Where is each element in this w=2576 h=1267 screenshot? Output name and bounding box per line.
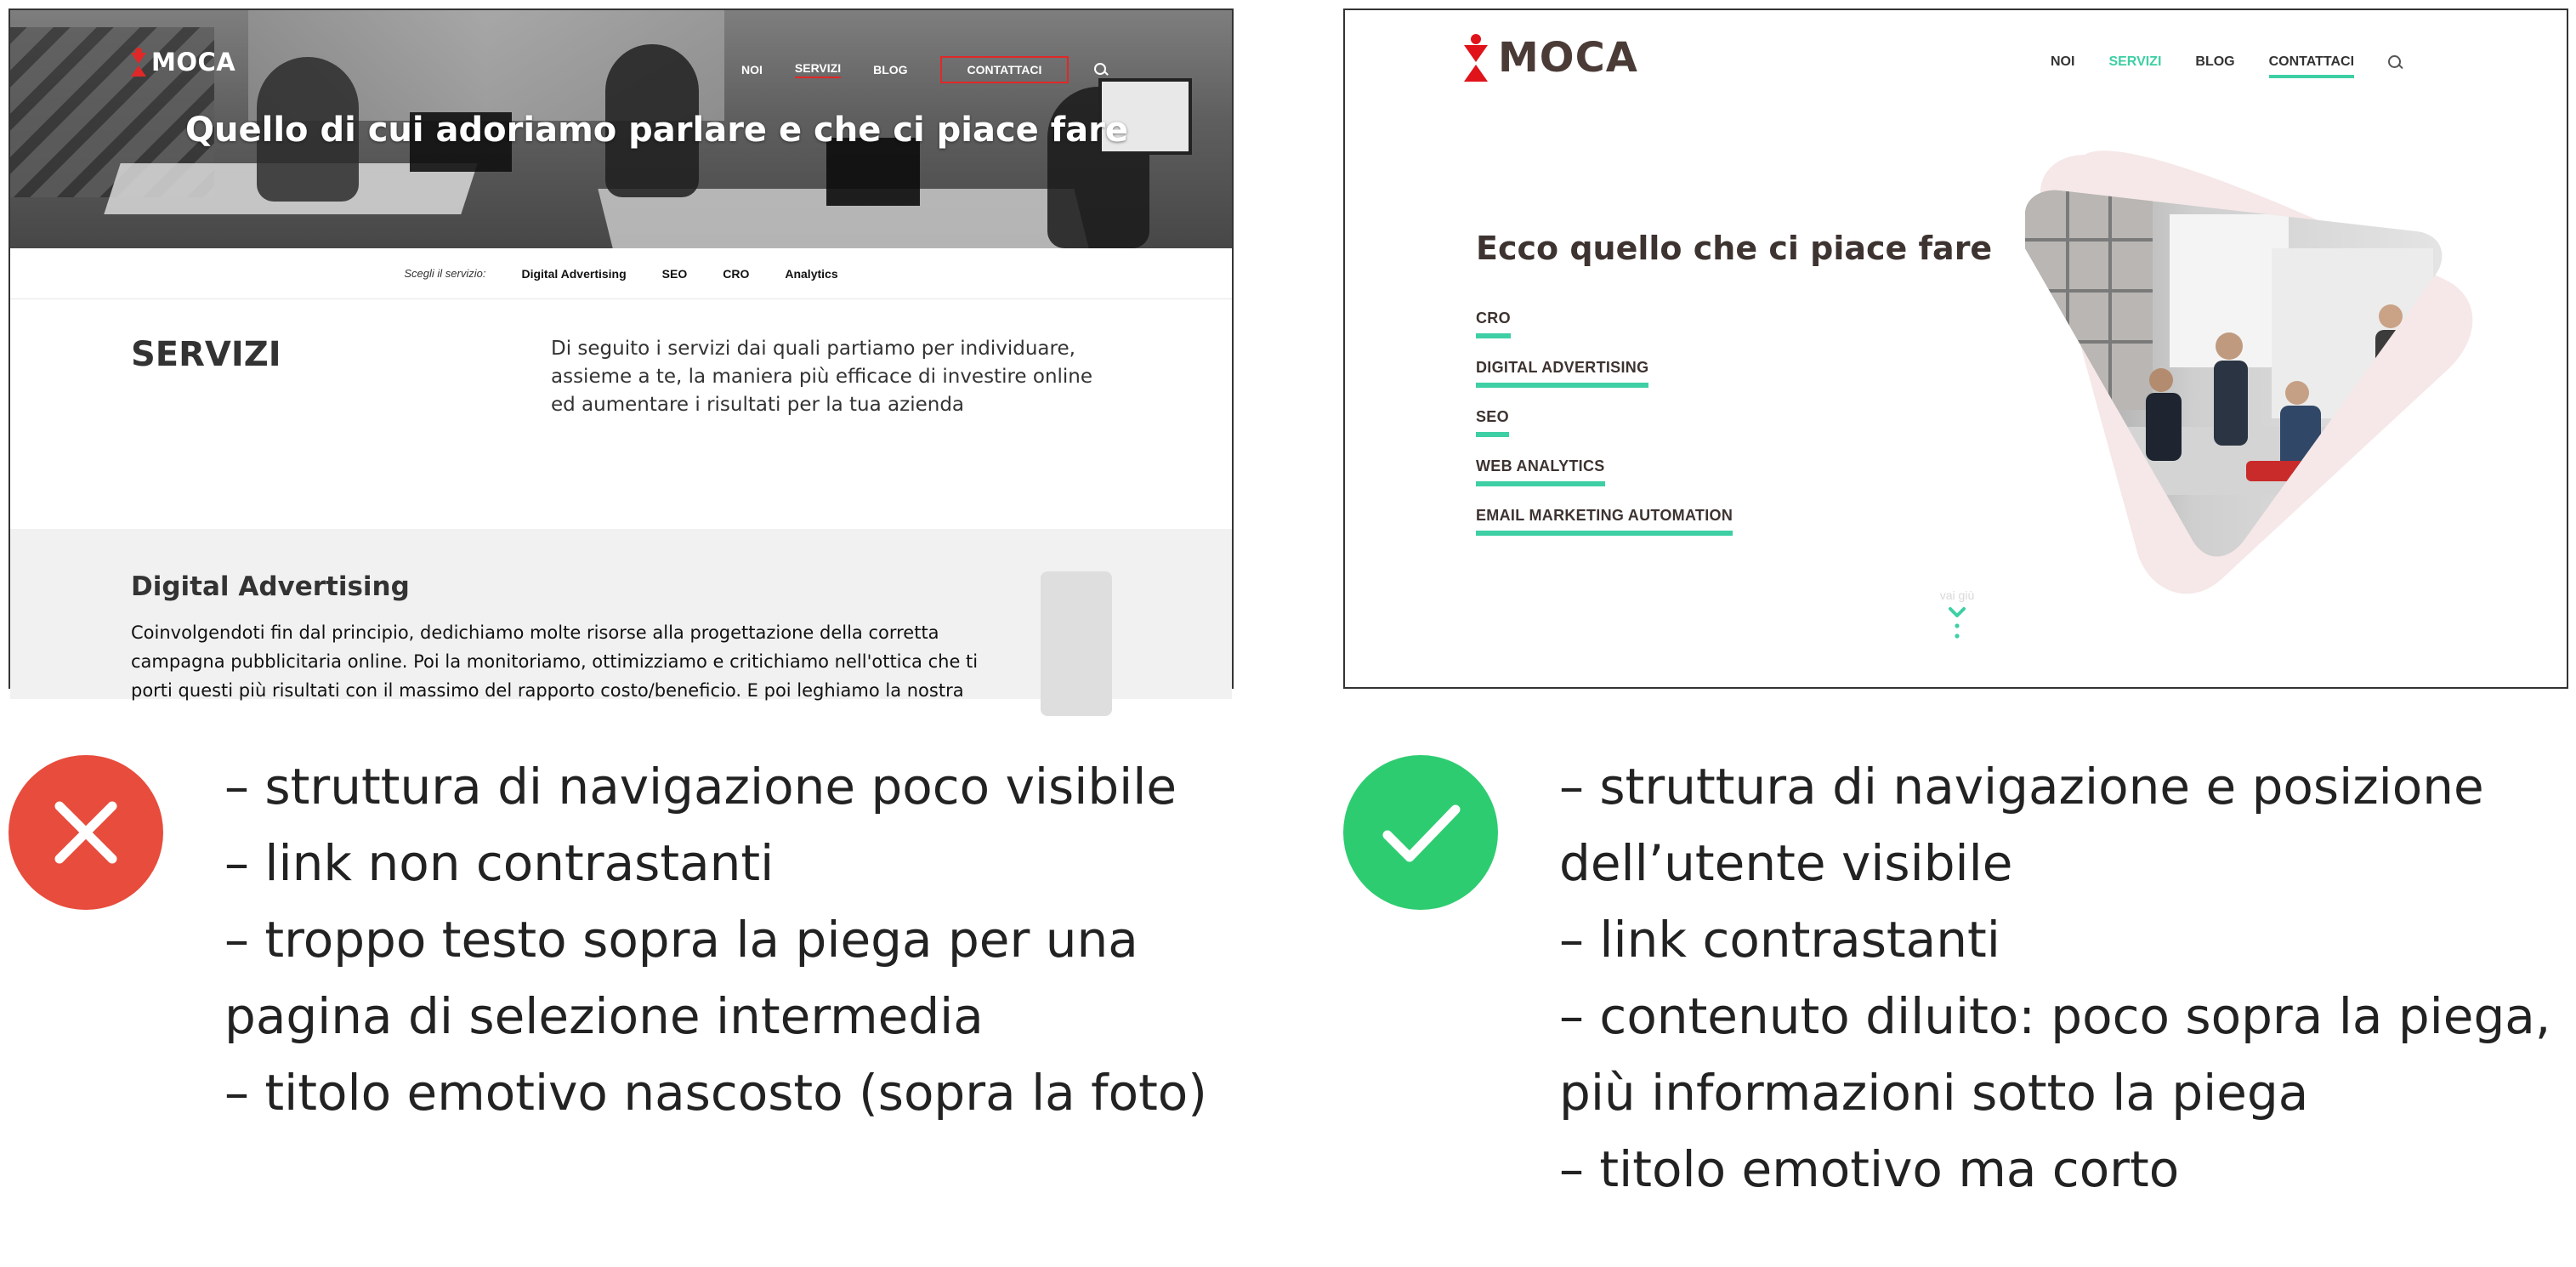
card-title: Digital Advertising [131,571,410,602]
nav-item-contattaci[interactable]: CONTATTACI [940,56,1070,83]
card-text: Coinvolgendoti fin dal principio, dedichiamo molte risorse alla progettazione della corretta campagna pubblicitaria online. Poi la monitoriamo, ottimizziamo e critichiamo nell'ottica che ti porti questi più risultati con il massimo del rapporto costo/beneficio. E poi leghiamo la nostra [131,622,979,701]
nav-item-servizi[interactable]: SERVIZI [2108,54,2162,69]
service-link-web-analytics[interactable]: WEB ANALYTICS [1476,457,1605,486]
nav-item-blog[interactable]: BLOG [873,63,908,77]
good-point: – contenuto diluito: poco sopra la piega, più informazioni sotto la piega [1559,987,2551,1122]
main-nav [741,56,1108,83]
service-link-email-marketing-automation[interactable]: EMAIL MARKETING AUTOMATION [1476,507,1733,536]
section-title: SERVIZI [131,335,281,374]
nav-item-contattaci[interactable]: CONTATTACI [2269,54,2354,78]
subnav-item-analytics[interactable]: Analytics [785,266,838,281]
nav-item-noi[interactable]: NOI [2051,54,2075,69]
card-arrow-button[interactable] [1041,571,1112,716]
moca-logo[interactable] [131,48,235,77]
bad-verdict-badge [9,755,163,910]
good-verdict-badge [1343,755,1498,910]
good-example-screenshot [1343,9,2568,689]
nav-item-blog[interactable]: BLOG [2195,54,2235,69]
bad-point: – link non contrastanti [224,834,775,892]
service-card [10,529,1232,699]
bad-points-list [224,748,1245,1131]
team-photo-image [1991,138,2501,597]
bad-point: – troppo testo sopra la piega per una pagina di selezione intermedia [224,911,1138,1045]
logo-text: MOCA [151,48,236,77]
service-link-cro[interactable]: CRO [1476,310,1511,338]
good-points-list [1559,748,2562,1207]
page-headline: Ecco quello che ci piace fare [1476,230,1993,267]
good-point: – titolo emotivo ma corto [1559,1140,2180,1198]
nav-item-servizi[interactable]: SERVIZI [795,61,841,78]
check-icon [1343,755,1498,910]
bad-point: – struttura di navigazione poco visibile [224,758,1177,815]
subnav-label: Scegli il servizio: [404,267,486,280]
service-link-digital-advertising[interactable]: DIGITAL ADVERTISING [1476,359,1648,388]
subnav-item-seo[interactable]: SEO [661,266,688,281]
moca-logo[interactable] [1464,34,1638,82]
good-point: – struttura di navigazione e posizione dell’utente visibile [1559,758,2484,892]
hero-title: Quello di cui adoriamo parlare e che ci piace fare [185,111,1128,150]
subnav-item-cro[interactable]: CRO [723,266,750,281]
scroll-down[interactable] [1932,588,1983,651]
nav-item-noi[interactable]: NOI [741,63,763,77]
hero-photo [10,10,1232,248]
close-icon [9,755,163,910]
moca-logo-icon [1464,34,1488,82]
search-icon[interactable] [2388,55,2403,71]
scroll-down-label: vai giù [1939,588,1975,602]
service-subnav [10,248,1232,299]
section-description: Di seguito i servizi dai quali partiamo per individuare, assieme a te, la maniera più efficace di investire online ed aumentare i risultati per la tua azienda [551,338,1093,416]
bad-point: – titolo emotivo nascosto (sopra la foto) [224,1064,1207,1122]
search-icon[interactable] [1094,63,1108,77]
chevron-down-icon [1947,605,1967,648]
team-photo [1991,138,2501,597]
good-point: – link contrastanti [1559,911,2000,969]
main-nav [2051,54,2403,78]
subnav-item-digital-advertising[interactable]: Digital Advertising [521,266,627,281]
service-link-seo[interactable]: SEO [1476,408,1509,437]
bad-example-screenshot [9,9,1234,701]
logo-text: MOCA [1498,34,1638,82]
service-links [1476,310,1733,556]
moca-logo-icon [131,48,146,77]
